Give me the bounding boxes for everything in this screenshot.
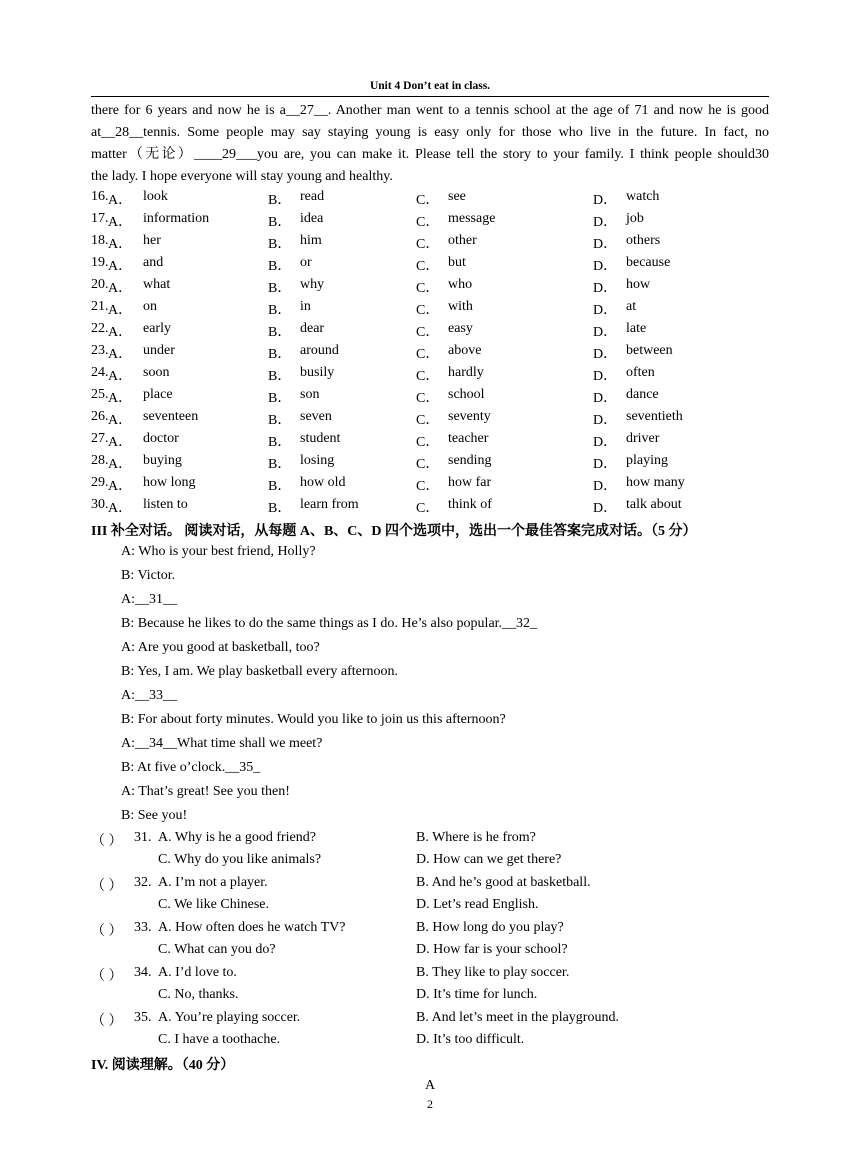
- option-c: with: [448, 299, 473, 314]
- option-letter: B．: [268, 347, 292, 362]
- passage-line: there for 6 years and now he is a__27__. Another man went to a tennis school at the age of 71 and now he is good: [91, 103, 769, 118]
- option-letter: D．: [593, 325, 618, 340]
- option-letter: B．: [268, 303, 292, 318]
- option-letter: B．: [268, 281, 292, 296]
- choice-d: D. How far is your school?: [416, 942, 568, 957]
- option-letter: D．: [593, 215, 618, 230]
- option-a: look: [143, 189, 168, 204]
- option-number: 18.: [91, 233, 109, 248]
- option-d: late: [626, 321, 647, 336]
- option-letter: D．: [593, 281, 618, 296]
- option-letter: B．: [268, 413, 292, 428]
- option-letter: B．: [268, 215, 292, 230]
- option-a: seventeen: [143, 409, 199, 424]
- option-c: sending: [448, 453, 492, 468]
- option-a: on: [143, 299, 157, 314]
- choice-d: D. Let’s read English.: [416, 897, 539, 912]
- option-number: 25.: [91, 387, 109, 402]
- option-letter: A．: [108, 435, 133, 450]
- dialogue-line: A:__31__: [121, 592, 177, 607]
- option-d: at: [626, 299, 637, 314]
- question-number: 32.: [134, 875, 152, 890]
- choice-c: C. What can you do?: [158, 942, 276, 957]
- option-d: how many: [626, 475, 685, 490]
- option-a: doctor: [143, 431, 179, 446]
- option-letter: A．: [108, 259, 133, 274]
- option-b: losing: [300, 453, 335, 468]
- option-letter: B．: [268, 457, 292, 472]
- choice-a: A. You’re playing soccer.: [158, 1010, 301, 1025]
- option-a: her: [143, 233, 161, 248]
- option-letter: C．: [416, 457, 440, 472]
- choice-a: A. Why is he a good friend?: [158, 830, 316, 845]
- option-d: playing: [626, 453, 668, 468]
- passage-line: at__28__tennis. Some people may say staying young is easy only for those who live in the future. In fact, no: [91, 125, 769, 140]
- option-a: soon: [143, 365, 170, 380]
- option-number: 23.: [91, 343, 109, 358]
- dialogue-line: B: Victor.: [121, 568, 176, 583]
- option-c: teacher: [448, 431, 489, 446]
- option-b: or: [300, 255, 312, 270]
- option-letter: A．: [108, 281, 133, 296]
- option-a: buying: [143, 453, 182, 468]
- option-c: other: [448, 233, 477, 248]
- option-letter: B．: [268, 325, 292, 340]
- option-d: watch: [626, 189, 660, 204]
- passage-letter: A: [424, 1078, 436, 1093]
- option-d: dance: [626, 387, 659, 402]
- option-d: seventieth: [626, 409, 683, 424]
- option-letter: D．: [593, 193, 618, 208]
- passage-line: the lady. I hope everyone will stay young and healthy.: [91, 169, 393, 184]
- option-d: often: [626, 365, 655, 380]
- option-a: place: [143, 387, 173, 402]
- option-letter: A．: [108, 303, 133, 318]
- choice-a: A. How often does he watch TV?: [158, 920, 346, 935]
- passage-line: matter（无论）____29___you are, you can make it. Please tell the story to your family. I think people should30: [91, 147, 769, 162]
- option-letter: C．: [416, 501, 440, 516]
- option-c: school: [448, 387, 485, 402]
- option-b: dear: [300, 321, 325, 336]
- dialogue-line: B: Yes, I am. We play basketball every afternoon.: [121, 664, 398, 679]
- option-letter: A．: [108, 215, 133, 230]
- option-letter: C．: [416, 369, 440, 384]
- dialogue-line: A: That’s great! See you then!: [121, 784, 290, 799]
- dialogue-line: B: See you!: [121, 808, 188, 823]
- option-number: 20.: [91, 277, 109, 292]
- option-b: why: [300, 277, 325, 292]
- question-number: 33.: [134, 920, 152, 935]
- option-d: others: [626, 233, 661, 248]
- choice-c: C. No, thanks.: [158, 987, 239, 1002]
- option-b: read: [300, 189, 325, 204]
- option-letter: A．: [108, 237, 133, 252]
- dialogue-line: A: Who is your best friend, Holly?: [121, 544, 316, 559]
- option-number: 24.: [91, 365, 109, 380]
- option-a: early: [143, 321, 171, 336]
- choice-b: B. How long do you play?: [416, 920, 564, 935]
- option-a: under: [143, 343, 175, 358]
- option-letter: C．: [416, 193, 440, 208]
- option-c: above: [448, 343, 482, 358]
- option-letter: B．: [268, 237, 292, 252]
- option-number: 19.: [91, 255, 109, 270]
- option-d: talk about: [626, 497, 682, 512]
- option-letter: D．: [593, 479, 618, 494]
- option-b: busily: [300, 365, 335, 380]
- option-letter: C．: [416, 479, 440, 494]
- option-b: around: [300, 343, 339, 358]
- option-letter: D．: [593, 303, 618, 318]
- dialogue-line: A:__34__What time shall we meet?: [121, 736, 323, 751]
- answer-bracket: （ ）: [91, 924, 123, 939]
- option-letter: B．: [268, 259, 292, 274]
- option-number: 30.: [91, 497, 109, 512]
- option-letter: A．: [108, 325, 133, 340]
- option-letter: A．: [108, 369, 133, 384]
- option-letter: A．: [108, 501, 133, 516]
- option-letter: C．: [416, 215, 440, 230]
- option-letter: D．: [593, 259, 618, 274]
- option-letter: B．: [268, 369, 292, 384]
- choice-a: A. I’d love to.: [158, 965, 237, 980]
- option-letter: D．: [593, 501, 618, 516]
- section-3-title: III 补全对话。 阅读对话，从每题 A、B、C、D 四个选项中，选出一个最佳答案完成对话。（5 分）: [91, 524, 697, 539]
- option-letter: C．: [416, 391, 440, 406]
- option-d: driver: [626, 431, 660, 446]
- option-letter: A．: [108, 457, 133, 472]
- option-b: in: [300, 299, 311, 314]
- choice-c: C. We like Chinese.: [158, 897, 269, 912]
- option-c: seventy: [448, 409, 491, 424]
- option-letter: A．: [108, 347, 133, 362]
- option-b: idea: [300, 211, 324, 226]
- option-letter: A．: [108, 413, 133, 428]
- option-c: who: [448, 277, 473, 292]
- option-c: but: [448, 255, 466, 270]
- question-number: 31.: [134, 830, 152, 845]
- option-letter: D．: [593, 237, 618, 252]
- choice-c: C. I have a toothache.: [158, 1032, 281, 1047]
- option-letter: C．: [416, 347, 440, 362]
- option-c: hardly: [448, 365, 484, 380]
- option-c: how far: [448, 475, 492, 490]
- answer-bracket: （ ）: [91, 834, 123, 849]
- choice-d: D. It’s too difficult.: [416, 1032, 525, 1047]
- option-number: 21.: [91, 299, 109, 314]
- option-c: think of: [448, 497, 492, 512]
- option-a: information: [143, 211, 210, 226]
- answer-bracket: （ ）: [91, 969, 123, 984]
- dialogue-line: B: At five o’clock.__35_: [121, 760, 261, 775]
- option-letter: A．: [108, 193, 133, 208]
- answer-bracket: （ ）: [91, 879, 123, 894]
- option-letter: D．: [593, 347, 618, 362]
- option-letter: D．: [593, 391, 618, 406]
- option-letter: D．: [593, 435, 618, 450]
- option-number: 28.: [91, 453, 109, 468]
- cloze-passage: [91, 100, 769, 188]
- option-d: because: [626, 255, 671, 270]
- option-letter: A．: [108, 479, 133, 494]
- option-number: 16.: [91, 189, 109, 204]
- option-number: 22.: [91, 321, 109, 336]
- option-b: son: [300, 387, 320, 402]
- option-letter: D．: [593, 457, 618, 472]
- option-letter: B．: [268, 193, 292, 208]
- option-b: him: [300, 233, 322, 248]
- option-a: listen to: [143, 497, 188, 512]
- option-number: 27.: [91, 431, 109, 446]
- option-b: student: [300, 431, 341, 446]
- option-letter: C．: [416, 237, 440, 252]
- choice-b: B. Where is he from?: [416, 830, 536, 845]
- option-letter: A．: [108, 391, 133, 406]
- option-letter: B．: [268, 501, 292, 516]
- page-number: 2: [427, 1097, 433, 1111]
- option-b: learn from: [300, 497, 359, 512]
- option-d: how: [626, 277, 651, 292]
- option-a: and: [143, 255, 164, 270]
- option-letter: B．: [268, 391, 292, 406]
- option-letter: D．: [593, 369, 618, 384]
- option-number: 17.: [91, 211, 109, 226]
- option-c: easy: [448, 321, 473, 336]
- choice-d: D. It’s time for lunch.: [416, 987, 538, 1002]
- choice-a: A. I’m not a player.: [158, 875, 268, 890]
- choice-c: C. Why do you like animals?: [158, 852, 322, 867]
- option-b: how old: [300, 475, 346, 490]
- dialogue-line: A: Are you good at basketball, too?: [121, 640, 320, 655]
- choice-b: B. They like to play soccer.: [416, 965, 570, 980]
- option-a: what: [143, 277, 171, 292]
- choice-b: B. And he’s good at basketball.: [416, 875, 591, 890]
- option-d: between: [626, 343, 673, 358]
- option-letter: D．: [593, 413, 618, 428]
- choice-b: B. And let’s meet in the playground.: [416, 1010, 619, 1025]
- option-letter: C．: [416, 325, 440, 340]
- option-letter: B．: [268, 479, 292, 494]
- option-c: see: [448, 189, 466, 204]
- dialogue-line: B: For about forty minutes. Would you like to join us this afternoon?: [121, 712, 506, 727]
- header-rule: [91, 96, 769, 97]
- page-header: Unit 4 Don’t eat in class.: [369, 80, 491, 92]
- option-b: seven: [300, 409, 332, 424]
- option-a: how long: [143, 475, 196, 490]
- option-letter: B．: [268, 435, 292, 450]
- option-d: job: [626, 211, 644, 226]
- option-c: message: [448, 211, 496, 226]
- section-4-title: IV. 阅读理解。（40 分）: [91, 1058, 235, 1073]
- option-letter: C．: [416, 413, 440, 428]
- option-number: 29.: [91, 475, 109, 490]
- answer-bracket: （ ）: [91, 1014, 123, 1029]
- choice-d: D. How can we get there?: [416, 852, 562, 867]
- question-number: 34.: [134, 965, 152, 980]
- option-letter: C．: [416, 259, 440, 274]
- option-number: 26.: [91, 409, 109, 424]
- question-number: 35.: [134, 1010, 152, 1025]
- dialogue-line: B: Because he likes to do the same things as I do. He’s also popular.__32_: [121, 616, 538, 631]
- option-letter: C．: [416, 435, 440, 450]
- option-letter: C．: [416, 303, 440, 318]
- option-letter: C．: [416, 281, 440, 296]
- dialogue-line: A:__33__: [121, 688, 177, 703]
